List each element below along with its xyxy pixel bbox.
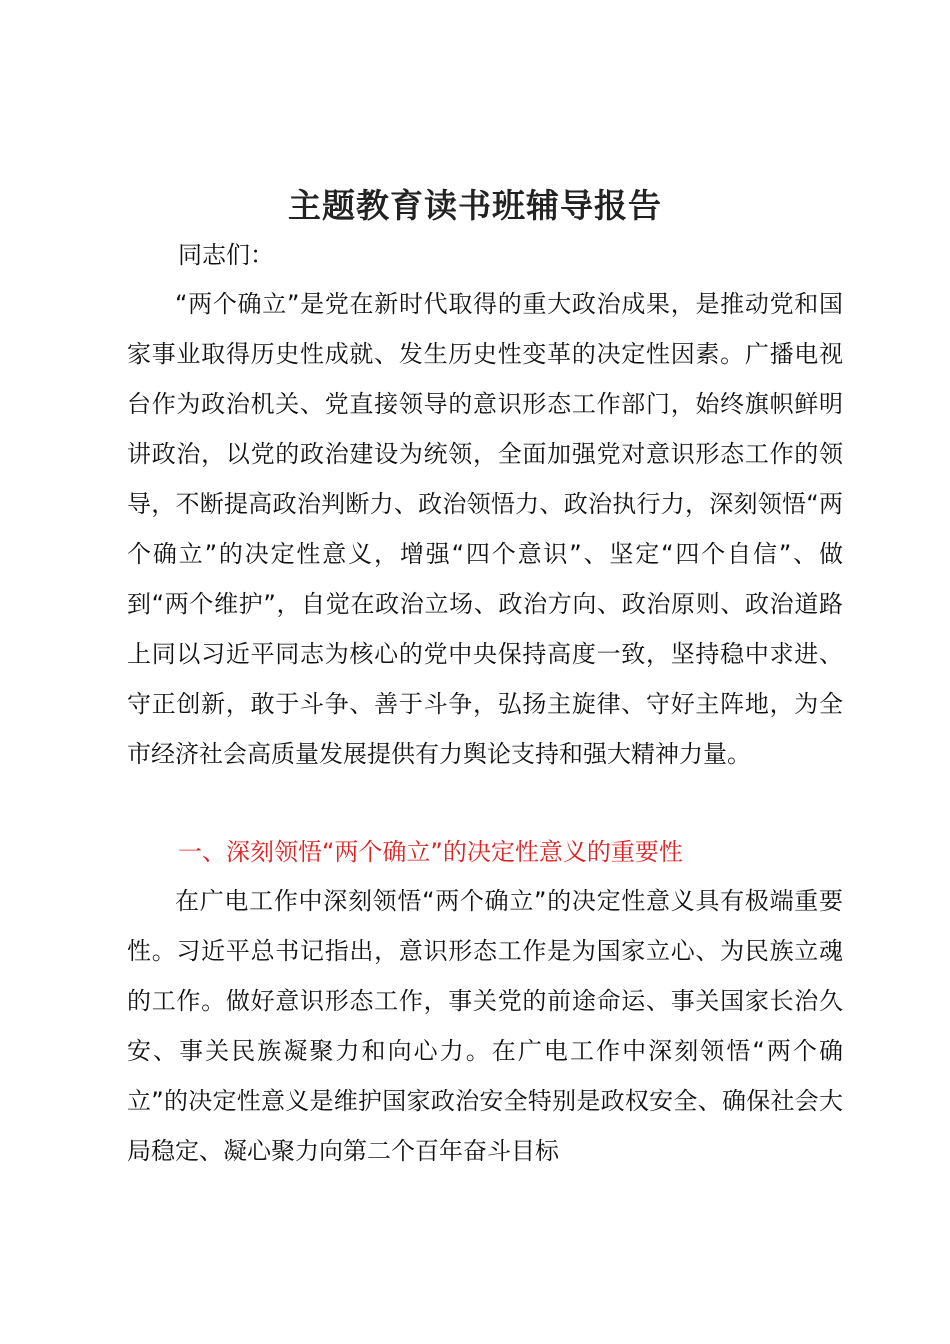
salutation: 同志们： bbox=[178, 241, 274, 269]
section-heading: 一、深刻领悟“两个确立”的决定性意义的重要性 bbox=[178, 838, 683, 866]
body-paragraph-2: 在广电工作中深刻领悟“两个确立”的决定性意义具有极端重要性。习近平总书记指出，意识形态工作是为国家立心、为民族立魂的工作。做好意识形态工作，事关党的前途命运、事关国家长治久安、事关民族凝聚力和向心力。在广电工作中深刻领悟“两个确立”的决定性意义是维护国家政治安全特别是政权安全、确保社会大局稳定、凝心聚力向第二个百年奋斗目标 bbox=[127, 887, 843, 1165]
document-title: 主题教育读书班辅导报告 bbox=[288, 186, 662, 225]
body-paragraph-1: “两个确立”是党在新时代取得的重大政治成果，是推动党和国家事业取得历史性成就、发生历史性变革的决定性因素。广播电视台作为政治机关、党直接领导的意识形态工作部门，始终旗帜鲜明讲政治，以党的政治建设为统领，全面加强党对意识形态工作的领导，不断提高政治判断力、政治领悟力、政治执行力，深刻领悟“两个确立”的决定性意义，增强“四个意识”、坚定“四个自信”、做到“两个维护”，自觉在政治立场、政治方向、政治原则、政治道路上同以习近平同志为核心的党中央保持高度一致，坚持稳中求进、守正创新，敢于斗争、善于斗争，弘扬主旋律、守好主阵地，为全市经济社会高质量发展提供有力舆论支持和强大精神力量。 bbox=[127, 290, 843, 768]
